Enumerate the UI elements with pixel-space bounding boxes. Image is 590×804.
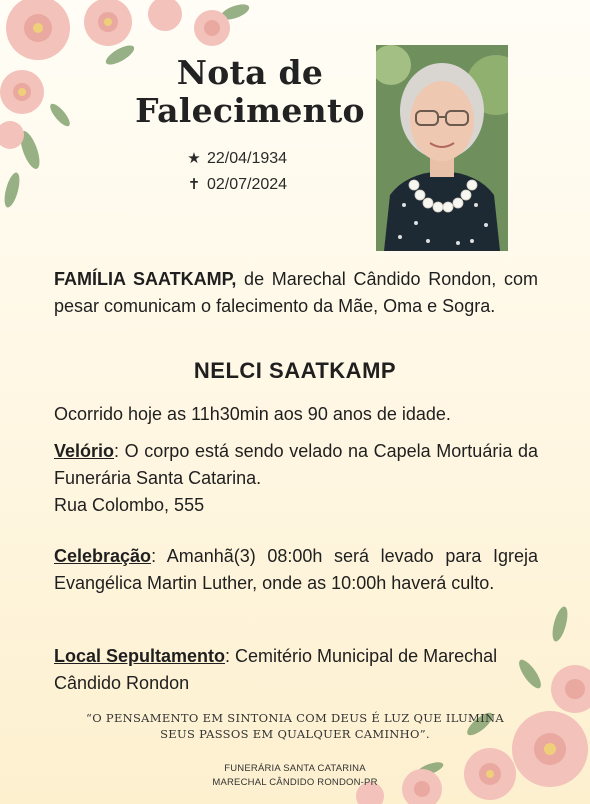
announcement-intro [54, 266, 538, 320]
local-label: Local Sepultamento [54, 646, 226, 666]
celebracao-section [54, 543, 538, 597]
velorio-label: Velório [54, 441, 115, 461]
celebracao-text: : Amanhã(3) 08:00h será levado para Igreja Evangélica Martin Luther, onde as 10:00h haverá culto. [54, 546, 538, 593]
death-date-row [186, 172, 287, 198]
footer-line-1: FUNERÁRIA SANTA CATARINA [224, 763, 366, 774]
title-line-1: Nota de [176, 53, 324, 92]
footer-line-2: MARECHAL CÂNDIDO RONDON-PR [212, 777, 378, 788]
funeral-home-footer [195, 762, 395, 790]
dates-block [186, 146, 287, 198]
local-text: : Cemitério Municipal de Marechal Cândido Rondon [54, 646, 498, 693]
occurred-text: Ocorrido hoje as 11h30min aos 90 anos de idade. [54, 404, 451, 424]
birth-date-row [186, 146, 287, 172]
notice-title [120, 54, 380, 130]
celebracao-label: Celebração [54, 546, 152, 566]
quote-text: “O PENSAMENTO EM SINTONIA COM DEUS É LUZ QUE ILUMINA SEUS PASSOS EM QUALQUER CAMINHO”. [86, 711, 504, 741]
death-date: 02/07/2024 [207, 176, 288, 193]
local-sepultamento-section [54, 643, 538, 697]
intro-text: de Marechal Cândido Rondon, com pesar comunicam o falecimento da Mãe, Oma e Sogra. [54, 269, 538, 316]
title-line-2: Falecimento [135, 91, 365, 130]
cross-icon: ✝ [187, 176, 201, 193]
portrait-photo [376, 45, 508, 251]
velorio-address: Rua Colombo, 555 [54, 495, 205, 515]
deceased-name: NELCI SAATKAMP [193, 358, 397, 383]
family-name: FAMÍLIA SAATKAMP, [54, 269, 237, 289]
star-icon: ★ [187, 150, 201, 167]
velorio-section [54, 438, 538, 519]
birth-date: 22/04/1934 [207, 150, 288, 167]
velorio-text: : O corpo está sendo velado na Capela Mortuária da Funerária Santa Catarina. [54, 441, 538, 488]
